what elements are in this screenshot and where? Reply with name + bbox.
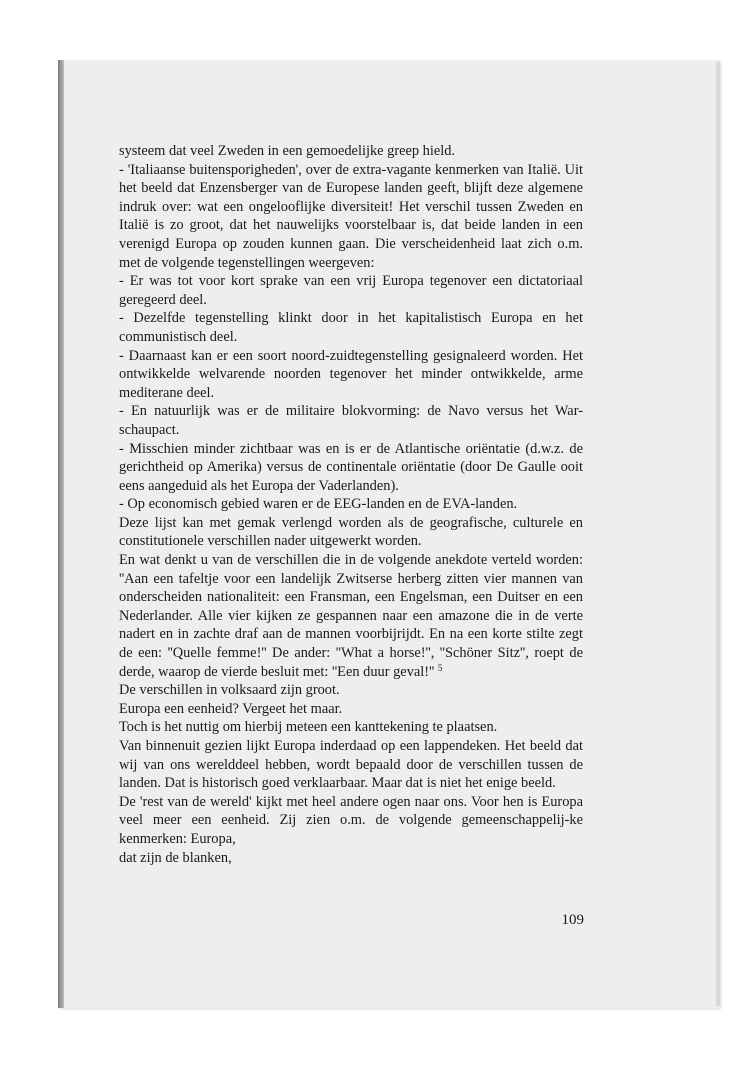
paragraph: De verschillen in volksaard zijn groot. <box>119 682 340 699</box>
paragraph: - Misschien minder zichtbaar was en is er de Atlantische oriëntatie (d.w.z. de gerichtheid op Amerika) versus de continentale oriëntatie (door De Gaulle ooit eens aangeduid als het Europa der Vaderlanden). <box>119 440 583 494</box>
anecdote-paragraph <box>119 551 583 681</box>
page-edge <box>716 62 720 1006</box>
paragraph: - En natuurlijk was er de militaire blokvorming: de Navo versus het War-schaupact. <box>119 403 583 438</box>
paragraph: - Op economisch gebied waren er de EEG-landen en de EVA-landen. <box>119 496 518 513</box>
paragraph: - Er was tot voor kort sprake van een vrij Europa tegenover een dictatoriaal geregeerd deel. <box>119 273 583 308</box>
page-number: 109 <box>561 912 584 928</box>
anecdote-text: En wat denkt u van de verschillen die in de volgende anekdote verteld worden: ''Aan een tafeltje voor een landelijk Zwitserse herberg zitten vier mannen van onderscheiden nationaliteit: een Fransman, een Engelsman, een Duitser en een Nederlander. Alle vier kijken ze gespannen naar een amazone die in de verte nadert en in zachte draf aan de mannen voorbijrijdt. En na een korte stilte zegt de een: ''Quelle femme!'' De ander: ''What a horse!'', ''Schöner Sitz'', roept de derde, waarop de vierde besluit met: ''Een duur geval!'' <box>119 552 583 680</box>
paragraph: Europa een eenheid? Vergeet het maar. <box>119 700 343 717</box>
paragraph: Toch is het nuttig om hierbij meteen een kanttekening te plaatsen. <box>119 719 498 736</box>
paragraph: Van binnenuit gezien lijkt Europa inderdaad op een lappendeken. Het beeld dat wij van ons werelddeel hebben, wordt bepaald door de verschillen tussen de landen. Dat is historisch goed verklaarbaar. Maar dat is niet het enige beeld. <box>119 738 583 792</box>
book-spine-shadow <box>58 60 64 1008</box>
paragraph: - 'Italiaanse buitensporigheden', over de extra-vagante kenmerken van Italië. Uit het beeld dat Enzensberger van de Europese landen geeft, blijft deze algemene indruk over: wat een ongelooflijke diversiteit! Het verschil tussen Zweden en Italië is zo groot, dat het nauwelijks voorstelbaar is, dat beide landen in een verenigd Europa op zouden kunnen gaan. Die verscheidenheid laat zich o.m. met de volgende tegenstellingen weergeven: <box>119 161 583 271</box>
paragraph: dat zijn de blanken, <box>119 849 232 866</box>
paragraph: - Dezelfde tegenstelling klinkt door in het kapitalistisch Europa en het communistisch deel. <box>119 310 583 345</box>
paragraph: Deze lijst kan met gemak verlengd worden als de geografische, culturele en constitutionele verschillen nader uitgewerkt worden. <box>119 514 583 550</box>
footnote-reference[interactable]: 5 <box>437 662 443 673</box>
body-text <box>119 142 583 867</box>
paragraph: systeem dat veel Zweden in een gemoedelijke greep hield. <box>119 143 456 159</box>
paragraph: - Daarnaast kan er een soort noord-zuidtegenstelling gesignaleerd worden. Het ontwikkelde welvarende noorden tegenover het minder ontwikkelde, arme mediterane deel. <box>119 347 583 401</box>
paragraph: De 'rest van de wereld' kijkt met heel andere ogen naar ons. Voor hen is Europa veel meer een eenheid. Zij zien o.m. de volgende gemeenschappelij-ke kenmerken: Europa, <box>119 793 583 847</box>
